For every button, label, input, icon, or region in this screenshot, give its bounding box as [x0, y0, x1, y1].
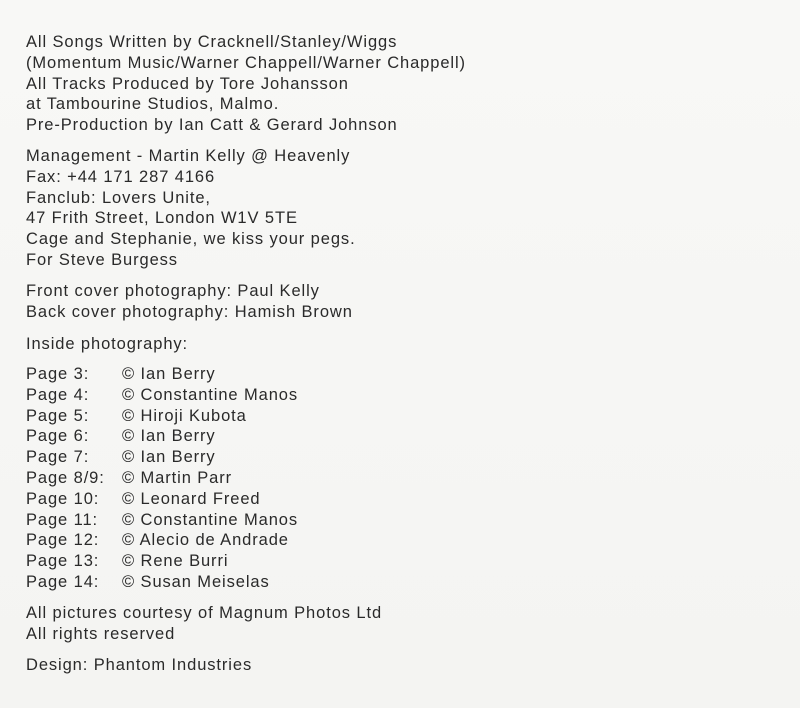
back-cover-credit: Back cover photography: Hamish Brown [26, 302, 353, 321]
page-number: Page 3: [26, 365, 90, 383]
fanclub-line: Fanclub: Lovers Unite, [26, 188, 211, 207]
list-item [26, 530, 298, 551]
photographer-credit: © Susan Meiselas [122, 572, 270, 591]
photographer-credit: © Ian Berry [122, 427, 216, 446]
photographer-credit: © Alecio de Andrade [122, 531, 289, 550]
management-line: Management - Martin Kelly @ Heavenly [26, 147, 351, 165]
photographer-credit: © Constantine Manos [122, 385, 299, 404]
list-item [26, 364, 298, 385]
songwriter-line: All Songs Written by Cracknell/Stanley/Wiggs [26, 33, 398, 51]
photographer-credit: © Leonard Freed [122, 489, 261, 508]
front-cover-credit: Front cover photography: Paul Kelly [26, 282, 320, 300]
page-number: Page 14: [26, 572, 100, 591]
page-number: Page 13: [26, 552, 100, 571]
list-item [26, 551, 298, 572]
page-number: Page 8/9: [26, 468, 105, 487]
list-item [26, 572, 298, 593]
page-number: Page 5: [26, 406, 90, 425]
page-number: Page 11: [26, 510, 99, 529]
page-number: Page 4: [26, 385, 90, 404]
photographer-credit: © Constantine Manos [122, 510, 299, 529]
studio-line: at Tambourine Studios, Malmo. [26, 95, 280, 114]
list-item [26, 447, 298, 468]
photographer-credit: © Ian Berry [122, 448, 216, 467]
magnum-courtesy-line: All pictures courtesy of Magnum Photos Ltd [26, 604, 383, 622]
design-credit: Design: Phantom Industries [26, 656, 253, 674]
page-number: Page 6: [26, 427, 90, 446]
cover-credits [26, 281, 353, 323]
list-item [26, 406, 298, 427]
photo-credits-list [26, 364, 298, 593]
rights-reserved-line: All rights reserved [26, 624, 176, 643]
address-line: 47 Frith Street, London W1V 5TE [26, 209, 298, 228]
page-number: Page 7: [26, 448, 90, 467]
list-item [26, 426, 298, 447]
photographer-credit: © Rene Burri [122, 552, 229, 571]
dedication-line: For Steve Burgess [26, 250, 178, 269]
list-item [26, 385, 298, 406]
producer-line: All Tracks Produced by Tore Johansson [26, 74, 349, 93]
fax-line: Fax: +44 171 287 4166 [26, 167, 216, 186]
management-info [26, 146, 356, 271]
inside-photography-heading: Inside photography: [26, 335, 189, 353]
rights-notice [26, 603, 382, 645]
list-item [26, 489, 298, 510]
pre-production-line: Pre-Production by Ian Catt & Gerard Johnson [26, 116, 398, 135]
publisher-line: (Momentum Music/Warner Chappell/Warner Chappell) [26, 53, 466, 72]
thanks-line: Cage and Stephanie, we kiss your pegs. [26, 230, 356, 249]
photographer-credit: © Martin Parr [122, 468, 233, 487]
design-credit-block [26, 655, 252, 676]
inside-photography-heading-block [26, 334, 188, 355]
list-item [26, 510, 298, 531]
page-number: Page 10: [26, 489, 100, 508]
songwriting-credits [26, 32, 466, 136]
list-item [26, 468, 298, 489]
photographer-credit: © Hiroji Kubota [122, 406, 247, 425]
photographer-credit: © Ian Berry [122, 365, 216, 383]
page-number: Page 12: [26, 531, 100, 550]
